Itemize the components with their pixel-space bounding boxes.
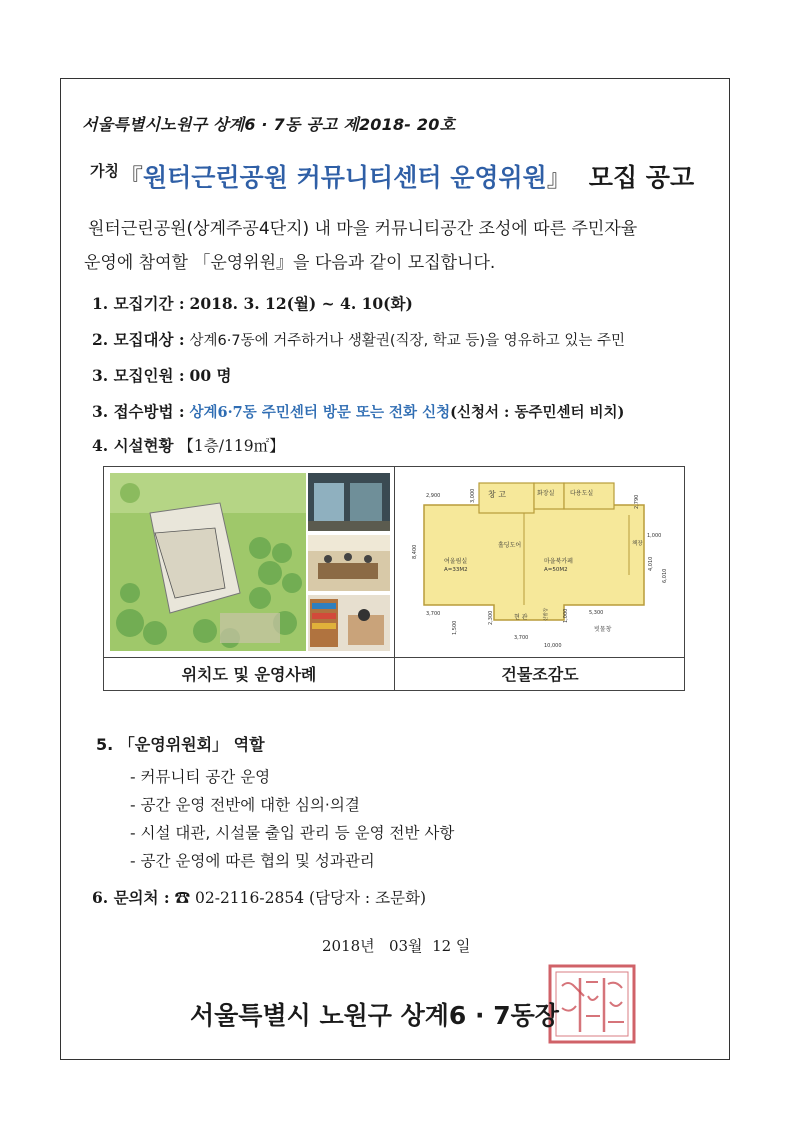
label-shoes: 신발장	[544, 607, 549, 621]
intro-line-1: 원터근린공원(상계주공4단지) 내 마을 커뮤니티공간 조성에 따른 주민자율	[88, 219, 638, 239]
contact-label: 6. 문의처 :	[92, 888, 170, 907]
item-target	[92, 328, 625, 350]
label-window: 빗물창	[594, 626, 612, 633]
dim-right-side: 6,010	[662, 568, 668, 583]
period-label: 1. 모집기간 :	[92, 294, 185, 313]
facility-photos-table	[103, 466, 685, 691]
dim-right-top: 1,000	[647, 533, 662, 539]
role-item-4: - 공간 운영에 따른 협의 및 성과관리	[130, 852, 375, 870]
operation-photo-1	[308, 473, 390, 531]
contact-phone: ☎ 02-2116-2854	[174, 889, 305, 907]
label-bookshelf: 책장	[632, 541, 643, 547]
item-facility	[92, 434, 285, 456]
facility-value: 【1층/119㎡】	[178, 437, 285, 455]
official-seal-stamp	[546, 962, 638, 1046]
target-label: 2. 모집대상 :	[92, 330, 185, 349]
title-main: 원터근린공원 커뮤니티센터 운영위원	[142, 163, 547, 192]
label-restroom: 화장실	[537, 490, 555, 497]
floor-plan-image	[404, 475, 679, 651]
title-rest: 모집 공고	[588, 163, 695, 192]
count-label: 3. 모집인원 :	[92, 366, 185, 385]
dim-small-3: 1,000	[563, 608, 569, 623]
role-item-3: - 시설 대관, 시설물 출입 관리 등 운영 전반 사항	[130, 824, 455, 842]
site-map-image	[110, 473, 306, 651]
intro-line-2: 운영에 참여할 「운영위원』을 다음과 같이 모집합니다.	[84, 253, 496, 273]
target-value: 상계6·7동에 거주하거나 생활권(직장, 학교 등)을 영유하고 있는 주민	[189, 333, 625, 349]
label-lobby: 홀딩도어	[498, 542, 522, 549]
count-value: 00 명	[189, 366, 232, 385]
label-room1-area: A=33M2	[444, 567, 468, 573]
title-bracket-close: 』	[546, 164, 571, 192]
item-period	[92, 292, 413, 314]
item-method	[92, 400, 624, 422]
method-label: 3. 접수방법 :	[92, 402, 185, 421]
photo-caption-left: 위치도 및 운영사례	[181, 665, 317, 684]
operation-photo-2	[308, 535, 390, 591]
title-tentative: 가칭	[90, 162, 119, 180]
label-entrance: 현 관	[514, 614, 528, 621]
method-value: 상계6·7동 주민센터 방문 또는 전화 신청	[189, 404, 451, 421]
roles-heading: 5. 「운영위원회」 역할	[96, 735, 265, 754]
dim-top-left: 2,900	[426, 493, 441, 499]
dim-inner-top: 3,000	[470, 488, 476, 503]
label-storage: 창 고	[488, 490, 506, 499]
dim-small-4: 2,790	[634, 494, 640, 509]
operation-photo-3	[308, 595, 390, 651]
role-item-2: - 공간 운영 전반에 대한 심의·의결	[130, 796, 360, 814]
role-item-1: - 커뮤니티 공간 운영	[130, 768, 271, 786]
photo-caption-right: 건물조감도	[501, 665, 579, 684]
dim-bottom-mid: 3,700	[514, 635, 529, 641]
dim-right: 4,010	[648, 556, 654, 571]
signature-office: 서울특별시 노원구 상계6 · 7동장	[190, 1001, 559, 1030]
label-room1: 여울림실	[444, 558, 468, 565]
period-value: 2018. 3. 12(월) ~ 4. 10(화)	[189, 294, 413, 313]
dim-total: 10,000	[544, 643, 562, 649]
title-bracket-open: 『	[118, 164, 143, 192]
dim-small-2: 2,300	[488, 610, 494, 625]
notice-number: 서울특별시노원구 상계6 · 7동 공고 제2018- 20호	[82, 115, 456, 134]
photo-table-divider-horizontal	[104, 657, 684, 658]
label-room2: 마을북카페	[544, 558, 573, 565]
method-note: (신청서 : 동주민센터 비치)	[450, 404, 625, 421]
contact-line	[92, 886, 426, 908]
dim-small-1: 1,500	[452, 620, 458, 635]
item-count	[92, 364, 231, 386]
intro-paragraph	[84, 212, 724, 280]
label-room2-area: A=50M2	[544, 567, 568, 573]
page-title	[90, 158, 694, 194]
label-tearoom: 다용도실	[570, 490, 594, 497]
dim-left: 8,400	[412, 544, 418, 559]
dim-bottom-left: 3,700	[426, 611, 441, 617]
notice-date: 2018년 03월 12 일	[322, 937, 471, 955]
contact-person: (담당자 : 조문화)	[309, 889, 427, 907]
dim-bottom-right: 5,300	[589, 610, 604, 616]
facility-label: 4. 시설현황	[92, 436, 174, 455]
